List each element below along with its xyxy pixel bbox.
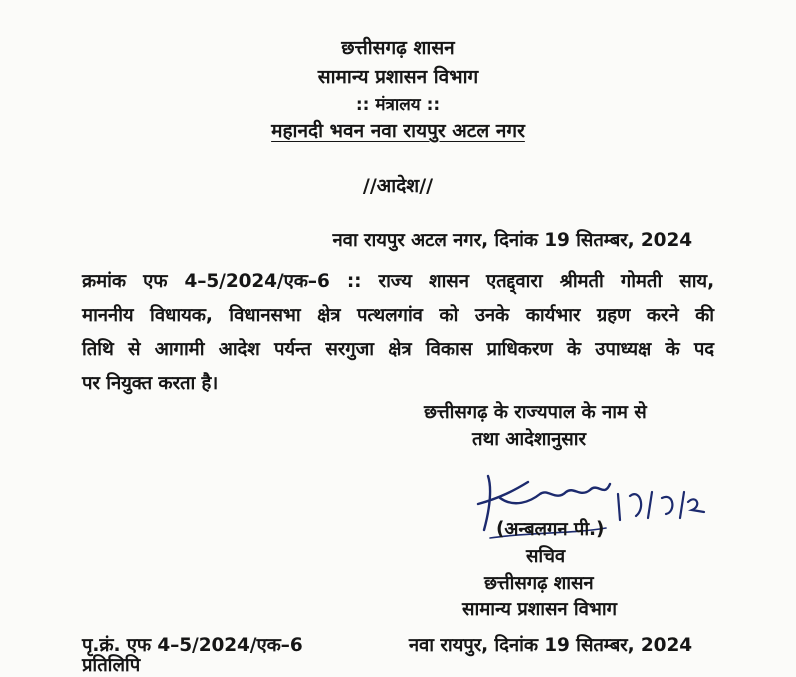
signatory-name: (अन्बलगन पी.) bbox=[496, 519, 605, 540]
order-body-line-1: क्रमांक एफ 4–5/2024/एक–6 :: राज्य शासन एतद्द्वारा श्रीमती गोमती साय, bbox=[82, 271, 714, 292]
authority-line-1: छत्तीसगढ़ के राज्यपाल के नाम से bbox=[424, 402, 647, 423]
header-address: महानदी भवन नवा रायपुर अटल नगर bbox=[271, 120, 525, 142]
order-body-line-3: तिथि से आगामी आदेश पर्यन्त सरगुजा क्षेत्र विकास प्राधिकरण के उपाध्यक्ष के पद bbox=[82, 339, 714, 360]
authority-line-2: तथा आदेशानुसार bbox=[472, 429, 586, 450]
endorsement-number: पृ.क्रं. एफ 4–5/2024/एक–6 bbox=[82, 635, 303, 656]
header-government: छत्तीसगढ़ शासन bbox=[341, 37, 455, 59]
header-ministry: :: मंत्रालय :: bbox=[355, 95, 441, 115]
order-body-line-2: माननीय विधायक, विधानसभा क्षेत्र पत्थलगांव को उनके कार्यभार ग्रहण करने की bbox=[82, 305, 714, 326]
header-department: सामान्य प्रशासन विभाग bbox=[317, 66, 479, 88]
signatory-government: छत्तीसगढ़ शासन bbox=[484, 573, 594, 594]
endorsement-copy-to: प्रतिलिपि bbox=[82, 655, 141, 676]
order-place-date: नवा रायपुर अटल नगर, दिनांक 19 सितम्बर, 2024 bbox=[332, 230, 692, 251]
signatory-department: सामान्य प्रशासन विभाग bbox=[462, 599, 617, 620]
endorsement-copy-to-cropped bbox=[82, 654, 182, 676]
order-body-line-4: पर नियुक्त करता है। bbox=[82, 373, 219, 394]
order-title: //आदेश// bbox=[362, 175, 434, 197]
signatory-designation: सचिव bbox=[526, 546, 566, 567]
endorsement-place-date: नवा रायपुर, दिनांक 19 सितम्बर, 2024 bbox=[408, 635, 692, 656]
